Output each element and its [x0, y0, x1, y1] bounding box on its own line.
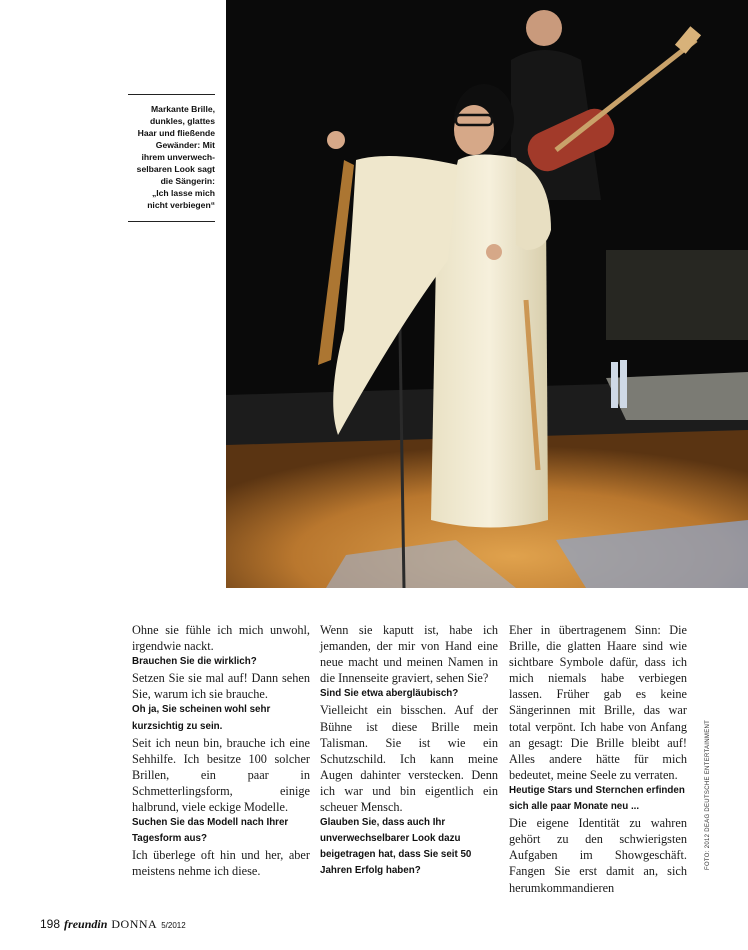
magazine-name-part: DONNA [111, 917, 158, 931]
article-column-3 [509, 622, 687, 896]
question-text: Oh ja, Sie scheinen wohl sehr kurzsichtig zu sein. [132, 704, 271, 732]
question-text: Suchen Sie das Modell nach Ihrer Tagesform aus? [132, 817, 289, 845]
caption-line: Gewänder: Mit [155, 140, 215, 150]
photo-credit: FOTO: 2012 DEAG DEUTSCHE ENTERTAINMENT [705, 719, 711, 870]
question-text: Heutige Stars und Sternchen erfinden sich alle paar Monate neu ... [509, 784, 685, 813]
caption-line: die Sängerin: [160, 176, 215, 186]
answer-text: Eher in übertragenem Sinn: Die Brille, die glatten Haare sind wie sichtbare Symbole dafür, dass ich mich niemals habe verbiegen lassen. Früher gab es keine Sängerinnen mit Brille, das war total verpönt. Ich habe von Anfang an gesagt: Die Brille bleibt auf! Alles andere hätte für mich bedeutet, meine Seele zu verraten. [509, 623, 687, 782]
concert-photo [226, 0, 748, 588]
caption-line: ihrem unverwech- [141, 152, 215, 162]
page-footer [40, 917, 186, 932]
caption-line: Haar und fließende [137, 128, 215, 138]
page-number: 198 [40, 917, 61, 931]
answer-text: Ohne sie fühle ich mich unwohl, irgendwie nackt. [132, 623, 310, 654]
caption-line: „Ich lasse mich [151, 188, 215, 198]
question-text: Glauben Sie, dass auch Ihr unverwechselbarer Look dazu beigetragen hat, dass Sie seit 50 Jahren Erfolg haben? [320, 817, 472, 877]
answer-text: Wenn sie kaputt ist, habe ich jemanden, der mir von Hand eine neue macht und meinen Namen in die Innenseite graviert, sehen Sie? [320, 623, 498, 686]
magazine-name-part: freundin [64, 917, 108, 931]
issue-number: 5/2012 [161, 921, 186, 930]
answer-text: Die eigene Identität zu wahren gehört zu den schwierigsten Aufgaben im Showgeschäft. Fangen Sie erst damit an, sich herumkommandieren [509, 816, 687, 895]
article-column-2 [320, 622, 498, 880]
caption-line: selbaren Look sagt [136, 164, 215, 174]
caption-line: dunkles, glattes [150, 116, 215, 126]
answer-text: Setzen Sie sie mal auf! Dann sehen Sie, warum ich sie brauche. [132, 671, 310, 702]
photo-caption [128, 94, 215, 222]
article-column-1 [132, 622, 310, 880]
answer-text: Vielleicht ein bisschen. Auf der Bühne ist diese Brille mein Talisman. Sie ist wie ein Schutzschild. Ich kann meine Augen dahinter verstecken. Denn ich war und bin eigentlich ein scheuer Mensch. [320, 703, 498, 815]
caption-line: nicht verbiegen“ [147, 200, 215, 210]
answer-text: Ich überlege oft hin und her, aber meistens nehme ich diese. [132, 848, 310, 879]
question-text: Sind Sie etwa abergläubisch? [320, 688, 459, 700]
caption-line: Markante Brille, [151, 104, 215, 114]
singer-on-stage-illustration [226, 0, 748, 588]
answer-text: Seit ich neun bin, brauche ich eine Sehhilfe. Ich besitze 100 solcher Brillen, ein paar in Schmetterlingsform, einige halbrund, viele eckige Modelle. [132, 735, 310, 815]
question-text: Brauchen Sie die wirklich? [132, 656, 257, 668]
